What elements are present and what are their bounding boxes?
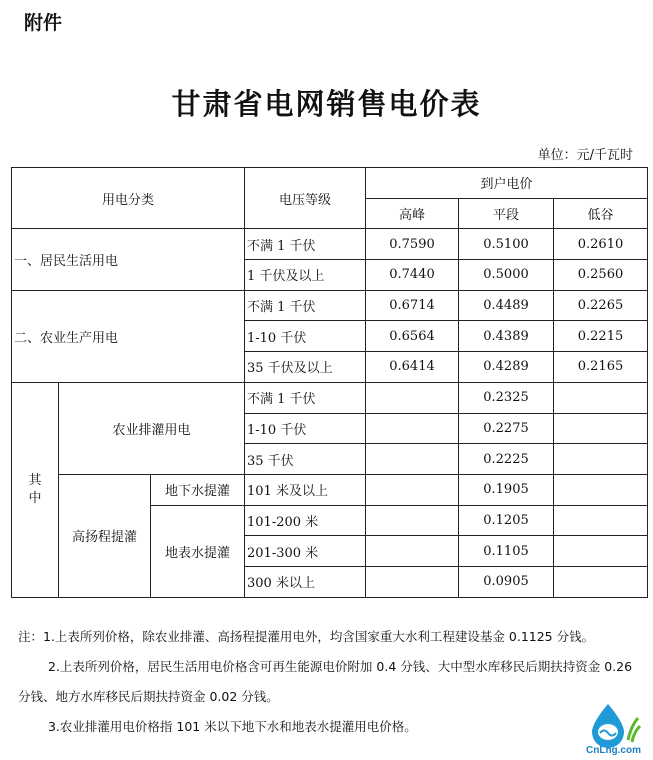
voltage-cell: 35 千伏: [245, 444, 366, 475]
note-1: 注：1.上表所列价格，除农业排灌、高扬程提灌用电外，均含国家重大水利工程建设基金 0.1125 分钱。: [18, 629, 595, 644]
valley-cell: 0.2560: [554, 260, 648, 291]
attachment-label: 附件: [24, 12, 63, 34]
price-table: [11, 167, 648, 598]
flat-cell: 0.2225: [459, 444, 554, 475]
flat-cell: 0.5100: [459, 229, 554, 260]
valley-cell: [554, 566, 648, 597]
flat-cell: 0.4289: [459, 352, 554, 383]
peak-cell: 0.7440: [366, 260, 459, 291]
note-3: 3.农业排灌用电价格指 101 米以下地下水和地表水提灌用电价格。: [48, 719, 417, 734]
flat-cell: 0.1905: [459, 474, 554, 505]
agricultural-label: 二、农业生产用电: [12, 290, 245, 382]
note-2: 2.上表所列价格，居民生活用电价格含可再生能源电价附加 0.4 分钱、大中型水库移民后期扶持资金 0.26 分钱、地方水库移民后期扶持资金 0.02 分钱。: [18, 659, 633, 704]
header-price-group: 到户电价: [366, 168, 648, 199]
voltage-cell: 1 千伏及以上: [245, 260, 366, 291]
voltage-cell: 101-200 米: [245, 505, 366, 536]
peak-cell: 0.6414: [366, 352, 459, 383]
voltage-cell: 35 千伏及以上: [245, 352, 366, 383]
table-row: [12, 290, 648, 321]
flat-cell: 0.1105: [459, 536, 554, 567]
peak-cell: 0.6564: [366, 321, 459, 352]
flat-cell: 0.2325: [459, 382, 554, 413]
voltage-cell: 不满 1 千伏: [245, 382, 366, 413]
notes: [18, 622, 643, 742]
peak-cell: [366, 474, 459, 505]
unit-label: 单位：元/千瓦时: [537, 148, 633, 163]
valley-cell: 0.2215: [554, 321, 648, 352]
peak-cell: [366, 413, 459, 444]
flat-cell: 0.2275: [459, 413, 554, 444]
valley-cell: 0.2165: [554, 352, 648, 383]
valley-cell: 0.2265: [554, 290, 648, 321]
residential-label: 一、居民生活用电: [12, 229, 245, 290]
peak-cell: [366, 566, 459, 597]
peak-cell: [366, 382, 459, 413]
table-row: [12, 474, 648, 505]
table-row: [12, 229, 648, 260]
valley-cell: [554, 444, 648, 475]
voltage-cell: 不满 1 千伏: [245, 229, 366, 260]
peak-cell: [366, 505, 459, 536]
voltage-cell: 1-10 千伏: [245, 413, 366, 444]
high-lift-label: 高扬程提灌: [59, 474, 151, 597]
surface-label: 地表水提灌: [151, 505, 245, 597]
flat-cell: 0.4489: [459, 290, 554, 321]
among-label: 其中: [12, 382, 59, 597]
voltage-cell: 1-10 千伏: [245, 321, 366, 352]
valley-cell: [554, 505, 648, 536]
valley-cell: [554, 536, 648, 567]
valley-cell: [554, 474, 648, 505]
peak-cell: 0.7590: [366, 229, 459, 260]
groundwater-label: 地下水提灌: [151, 474, 245, 505]
voltage-cell: 101 米及以上: [245, 474, 366, 505]
valley-cell: 0.2610: [554, 229, 648, 260]
header-valley: 低谷: [554, 198, 648, 229]
flat-cell: 0.1205: [459, 505, 554, 536]
table-row: [12, 382, 648, 413]
flat-cell: 0.0905: [459, 566, 554, 597]
logo-text: CnLng.com: [586, 745, 641, 756]
page-title: 甘肃省电网销售电价表: [171, 87, 482, 121]
header-voltage: 电压等级: [245, 168, 366, 229]
flat-cell: 0.4389: [459, 321, 554, 352]
header-peak: 高峰: [366, 198, 459, 229]
peak-cell: [366, 444, 459, 475]
voltage-cell: 201-300 米: [245, 536, 366, 567]
valley-cell: [554, 382, 648, 413]
voltage-cell: 300 米以上: [245, 566, 366, 597]
header-category: 用电分类: [12, 168, 245, 229]
header-flat: 平段: [459, 198, 554, 229]
irrigation-label: 农业排灌用电: [59, 382, 245, 474]
flat-cell: 0.5000: [459, 260, 554, 291]
valley-cell: [554, 413, 648, 444]
water-drop-logo: [580, 700, 646, 756]
peak-cell: 0.6714: [366, 290, 459, 321]
voltage-cell: 不满 1 千伏: [245, 290, 366, 321]
peak-cell: [366, 536, 459, 567]
